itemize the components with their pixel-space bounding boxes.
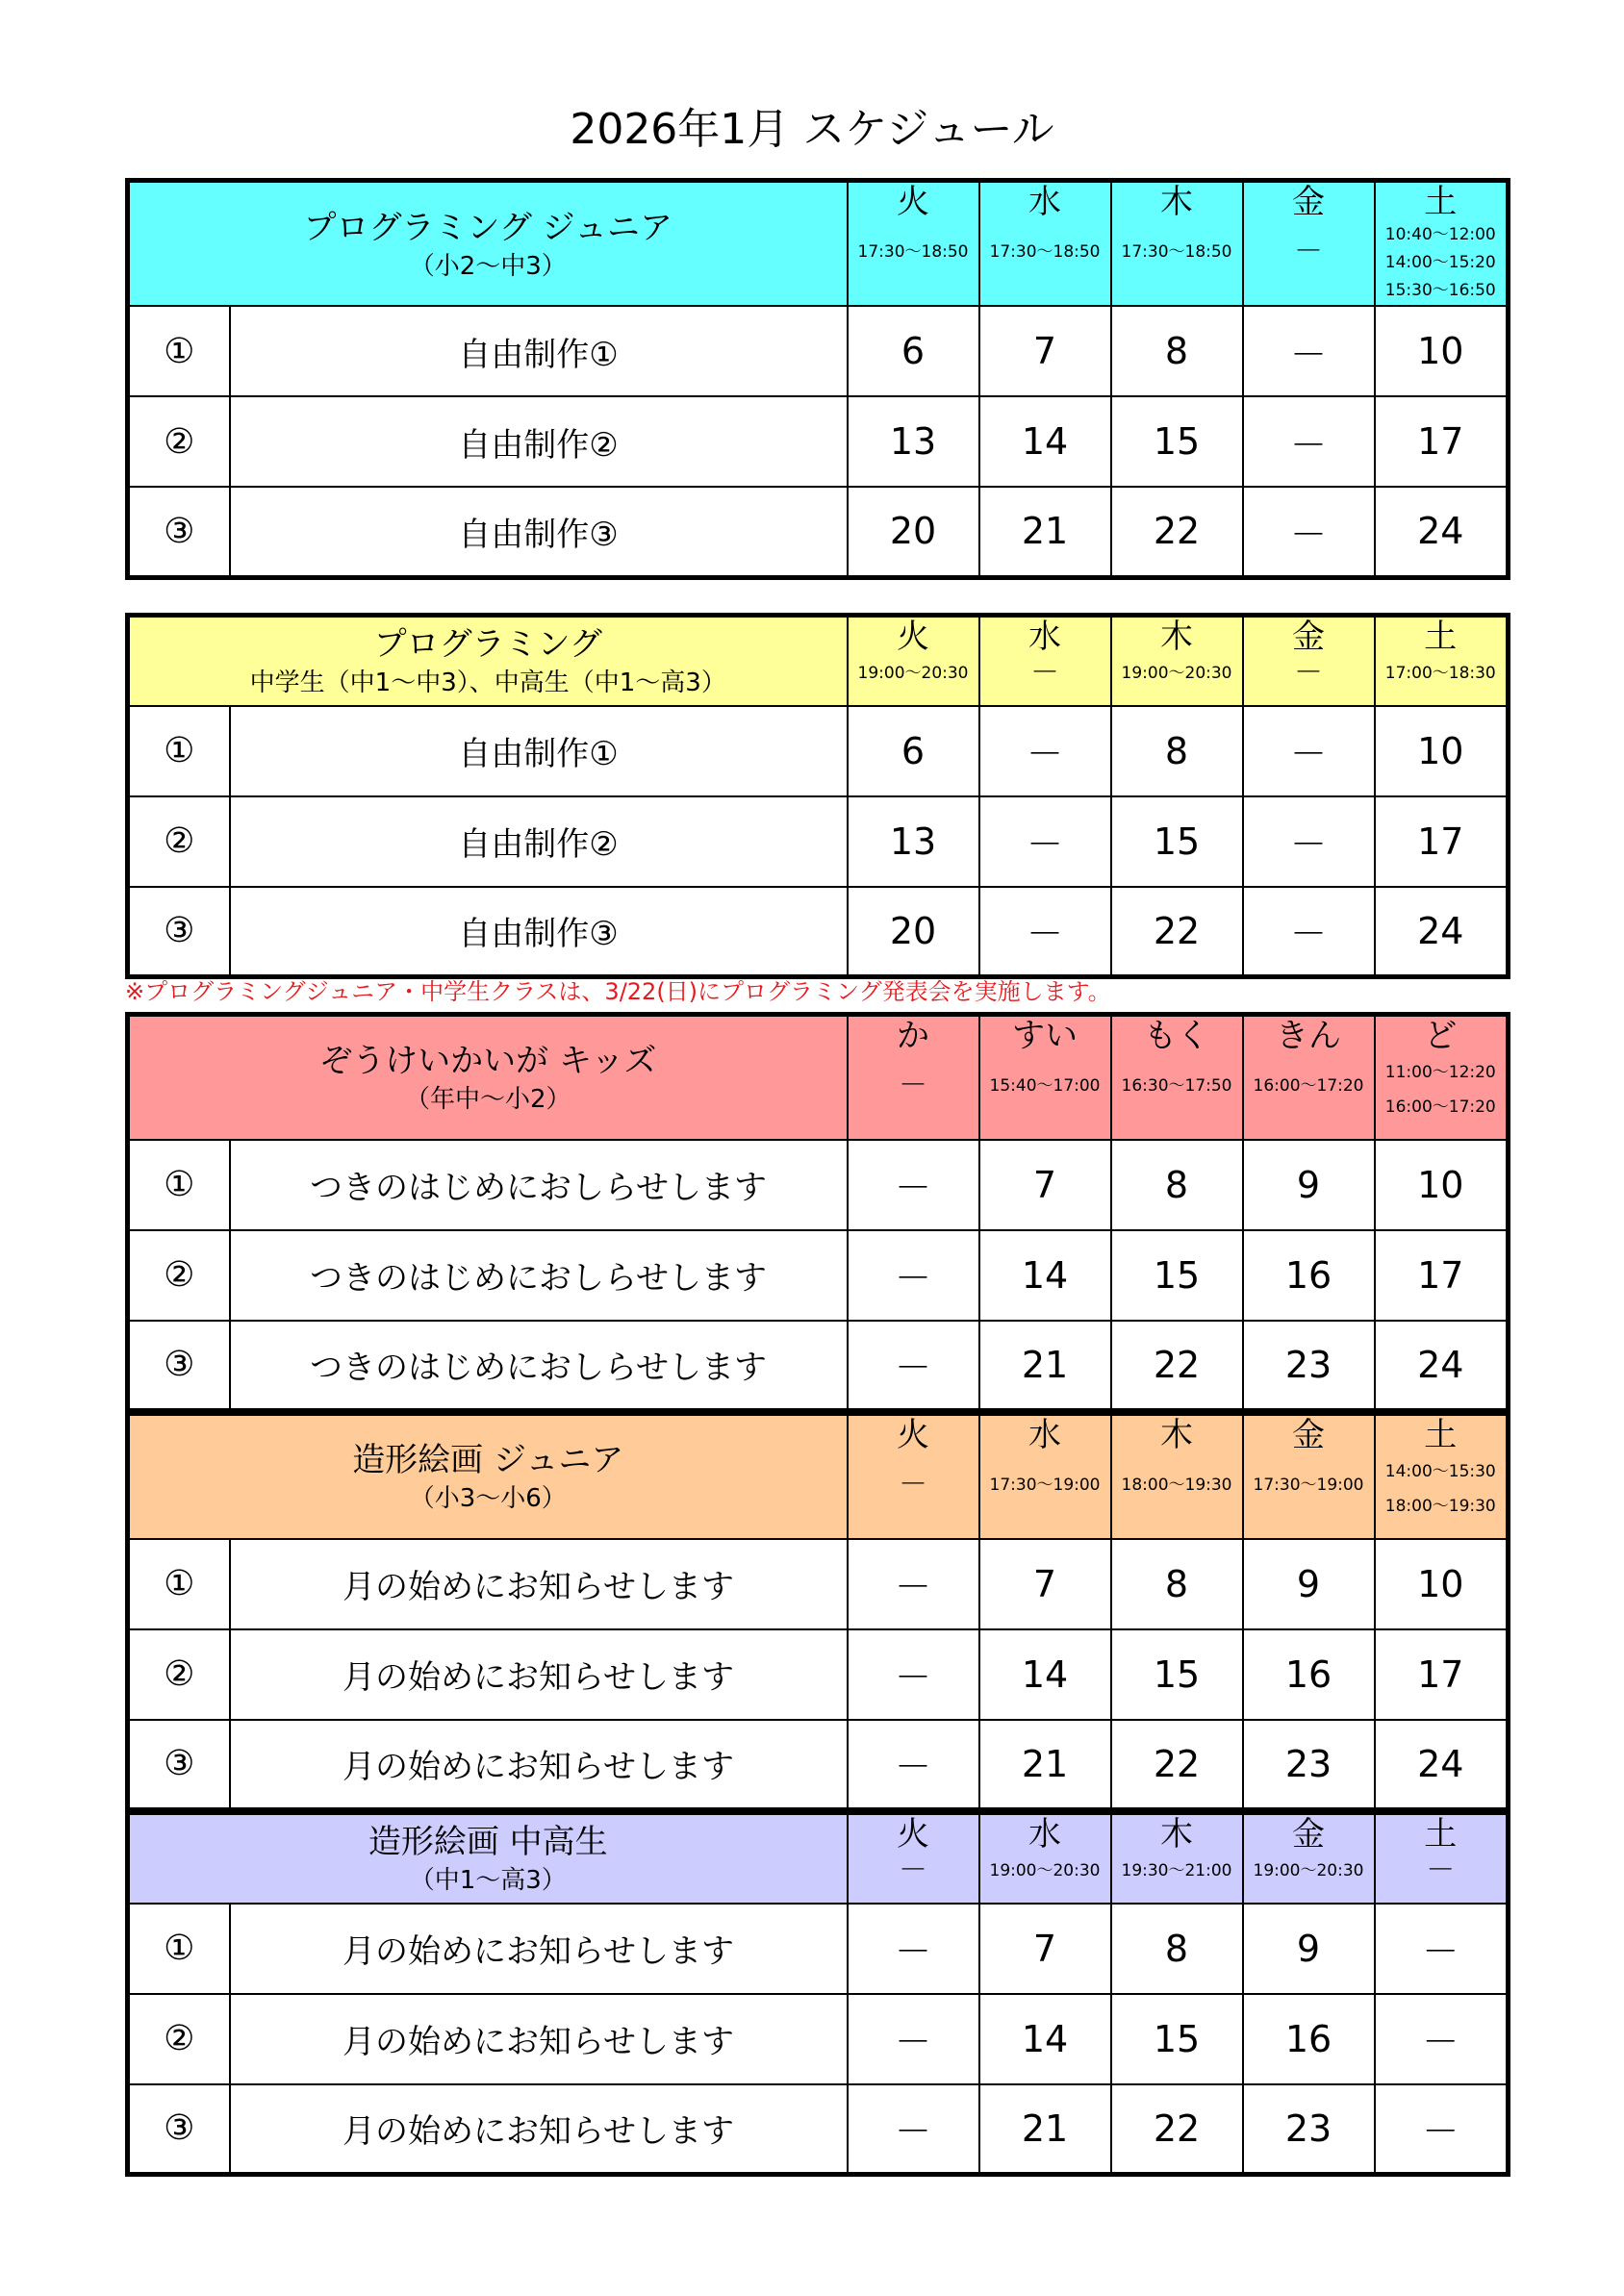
course-name: 月の始めにお知らせします	[230, 1539, 848, 1629]
date-cell: 23	[1243, 2084, 1375, 2175]
section-header-row	[128, 1414, 1509, 1539]
table-row	[128, 1321, 1509, 1411]
date-cell: 20	[848, 887, 979, 977]
date-cell: －	[1243, 796, 1375, 887]
schedule-section-4	[125, 1411, 1510, 1812]
day-name: 水	[1028, 183, 1062, 221]
day-column-header	[1111, 1015, 1243, 1140]
day-column-header	[1375, 1015, 1509, 1140]
date-cell: 22	[1111, 1720, 1243, 1810]
date-cell: 9	[1243, 1539, 1375, 1629]
date-cell: 24	[1375, 1720, 1509, 1810]
date-cell: 7	[979, 306, 1111, 396]
day-column-header	[848, 181, 979, 307]
day-column-header	[1111, 616, 1243, 706]
date-cell: 20	[848, 487, 979, 577]
schedule-section-3	[125, 1012, 1510, 1413]
date-cell: 13	[848, 396, 979, 487]
day-column-header	[1111, 1414, 1243, 1539]
day-time: 17:30～18:50	[1121, 242, 1232, 262]
day-column-header	[1375, 181, 1509, 307]
date-cell: －	[848, 1230, 979, 1321]
table-row	[128, 2084, 1509, 2175]
date-cell: 8	[1111, 306, 1243, 396]
day-time: 19:00～20:30	[1253, 1861, 1364, 1880]
date-cell: 23	[1243, 1321, 1375, 1411]
day-time: －	[899, 1854, 927, 1887]
date-cell: 14	[979, 1994, 1111, 2084]
section-subtitle: （年中～小2）	[404, 1085, 571, 1115]
day-name: 水	[1028, 1416, 1062, 1454]
day-column-header	[1243, 1015, 1375, 1140]
date-cell: 6	[848, 706, 979, 796]
date-cell: 15	[1111, 1230, 1243, 1321]
section-title: プログラミング	[373, 625, 602, 665]
day-name: 金	[1292, 1416, 1326, 1454]
date-cell: 17	[1375, 1230, 1509, 1321]
day-time: 17:30～18:50	[857, 242, 969, 262]
course-name: 月の始めにお知らせします	[230, 1904, 848, 1994]
row-number: ③	[128, 887, 230, 977]
row-number: ①	[128, 706, 230, 796]
day-name: ど	[1424, 1017, 1458, 1055]
day-time: －	[899, 1069, 928, 1102]
day-time-slots: 14:00～15:30 18:00～19:30	[1384, 1462, 1496, 1516]
course-name: 自由制作①	[230, 306, 848, 396]
date-cell: －	[848, 1629, 979, 1720]
date-cell: －	[1243, 706, 1375, 796]
row-number: ①	[128, 1140, 230, 1230]
date-cell: 22	[1111, 487, 1243, 577]
day-column-header	[1111, 1813, 1243, 1904]
day-name: 火	[897, 1416, 930, 1454]
day-column-header	[979, 181, 1111, 307]
date-cell: 24	[1375, 1321, 1509, 1411]
day-name: 土	[1424, 183, 1458, 221]
day-name: 木	[1160, 618, 1194, 656]
day-column-header	[1243, 1414, 1375, 1539]
day-column-header	[979, 616, 1111, 706]
section-title-cell	[128, 1813, 848, 1904]
event-note: ※プログラミングジュニア・中学生クラスは、3/22(日)にプログラミング発表会を実施します。	[125, 978, 1111, 1005]
date-cell: －	[979, 796, 1111, 887]
date-cell: －	[848, 1321, 979, 1411]
day-name: 土	[1424, 618, 1458, 656]
section-header-row	[128, 181, 1509, 307]
row-number: ①	[128, 1904, 230, 1994]
date-cell: 17	[1375, 1629, 1509, 1720]
date-cell: 21	[979, 2084, 1111, 2175]
date-cell: －	[848, 1539, 979, 1629]
day-column-header	[979, 1813, 1111, 1904]
date-cell: 24	[1375, 887, 1509, 977]
table-row	[128, 1994, 1509, 2084]
date-cell: 10	[1375, 1539, 1509, 1629]
schedule-section-5	[125, 1810, 1510, 2177]
row-number: ①	[128, 306, 230, 396]
day-column-header	[848, 1015, 979, 1140]
section-header-row	[128, 616, 1509, 706]
day-time: 17:30～19:00	[989, 1476, 1101, 1495]
date-cell: －	[979, 706, 1111, 796]
date-cell: 8	[1111, 1140, 1243, 1230]
section-title: 造形絵画 ジュニア	[352, 1441, 624, 1480]
day-column-header	[848, 616, 979, 706]
date-cell: 8	[1111, 1904, 1243, 1994]
day-name: 金	[1292, 1815, 1325, 1854]
date-cell: 14	[979, 396, 1111, 487]
table-row	[128, 1539, 1509, 1629]
date-cell: －	[1375, 1994, 1509, 2084]
date-cell: 6	[848, 306, 979, 396]
table-row	[128, 887, 1509, 977]
day-column-header	[848, 1414, 979, 1539]
row-number: ②	[128, 396, 230, 487]
day-column-header	[1243, 616, 1375, 706]
day-name: 木	[1160, 1416, 1194, 1454]
day-name: すい	[1012, 1017, 1078, 1055]
date-cell: 10	[1375, 706, 1509, 796]
table-row	[128, 396, 1509, 487]
day-name: 木	[1160, 1815, 1193, 1854]
date-cell: －	[1243, 487, 1375, 577]
day-name: 金	[1292, 183, 1326, 221]
date-cell: 13	[848, 796, 979, 887]
date-cell: 7	[979, 1904, 1111, 1994]
day-column-header	[1375, 1813, 1509, 1904]
table-row	[128, 487, 1509, 577]
day-time: 17:00～18:30	[1384, 664, 1496, 683]
date-cell: －	[848, 1904, 979, 1994]
section-title: ぞうけいかいが キッズ	[319, 1042, 657, 1081]
table-row	[128, 1230, 1509, 1321]
day-time: 17:30～18:50	[989, 242, 1101, 262]
date-cell: 17	[1375, 796, 1509, 887]
date-cell: 9	[1243, 1140, 1375, 1230]
day-name: 土	[1424, 1416, 1458, 1454]
date-cell: 17	[1375, 396, 1509, 487]
row-number: ③	[128, 487, 230, 577]
day-name: 水	[1028, 618, 1062, 656]
date-cell: 21	[979, 1720, 1111, 1810]
day-column-header	[979, 1414, 1111, 1539]
table-row	[128, 1720, 1509, 1810]
row-number: ②	[128, 1230, 230, 1321]
row-number: ①	[128, 1539, 230, 1629]
day-name: 火	[897, 183, 930, 221]
section-title-cell	[128, 1015, 848, 1140]
course-name: つきのはじめにおしらせします	[230, 1321, 848, 1411]
day-name: きん	[1276, 1017, 1342, 1055]
date-cell: －	[1243, 396, 1375, 487]
date-cell: 14	[979, 1230, 1111, 1321]
section-header-row	[128, 1015, 1509, 1140]
course-name: つきのはじめにおしらせします	[230, 1140, 848, 1230]
date-cell: 14	[979, 1629, 1111, 1720]
date-cell: 8	[1111, 1539, 1243, 1629]
section-subtitle: （中1～高3）	[409, 1866, 567, 1896]
day-time: －	[1426, 1854, 1456, 1887]
day-column-header	[1375, 1414, 1509, 1539]
day-time: 18:00～19:30	[1121, 1476, 1232, 1495]
day-name: か	[897, 1017, 930, 1055]
day-column-header	[1243, 181, 1375, 307]
section-subtitle: 中学生（中1～中3）、中高生（中1～高3）	[249, 669, 726, 698]
table-row	[128, 1904, 1509, 1994]
course-name: 月の始めにお知らせします	[230, 1720, 848, 1810]
page-title: 2026年1月 スケジュール	[570, 105, 1054, 154]
date-cell: 21	[979, 487, 1111, 577]
day-name: 水	[1028, 1815, 1061, 1854]
row-number: ③	[128, 1321, 230, 1411]
section-title-cell	[128, 181, 848, 307]
day-time: 15:40～17:00	[989, 1076, 1101, 1096]
day-column-header	[979, 1015, 1111, 1140]
day-time: －	[1294, 656, 1324, 690]
day-time: 16:30～17:50	[1121, 1076, 1232, 1096]
date-cell: 22	[1111, 2084, 1243, 2175]
day-column-header	[1375, 616, 1509, 706]
date-cell: 16	[1243, 1230, 1375, 1321]
course-name: 自由制作③	[230, 487, 848, 577]
date-cell: 7	[979, 1140, 1111, 1230]
date-cell: －	[848, 1720, 979, 1810]
table-row	[128, 306, 1509, 396]
day-name: 土	[1424, 1815, 1458, 1854]
day-column-header	[1243, 1813, 1375, 1904]
date-cell: －	[848, 1140, 979, 1230]
day-time: 16:00～17:20	[1253, 1076, 1364, 1096]
day-name: もく	[1144, 1017, 1210, 1055]
date-cell: 23	[1243, 1720, 1375, 1810]
section-subtitle: （小2～中3）	[409, 251, 567, 281]
date-cell: 15	[1111, 1994, 1243, 2084]
date-cell: 24	[1375, 487, 1509, 577]
course-name: 自由制作②	[230, 796, 848, 887]
date-cell: 16	[1243, 1994, 1375, 2084]
day-time: 19:30～21:00	[1121, 1861, 1232, 1880]
course-name: 月の始めにお知らせします	[230, 2084, 848, 2175]
course-name: 月の始めにお知らせします	[230, 1629, 848, 1720]
day-name: 金	[1292, 618, 1326, 656]
course-name: つきのはじめにおしらせします	[230, 1230, 848, 1321]
day-time: －	[899, 1468, 928, 1501]
day-name: 火	[897, 1815, 929, 1854]
date-cell: 15	[1111, 396, 1243, 487]
section-title-cell	[128, 616, 848, 706]
day-time: －	[1294, 235, 1324, 268]
day-name: 木	[1160, 183, 1194, 221]
section-subtitle: （小3～小6）	[409, 1484, 567, 1514]
date-cell: 22	[1111, 887, 1243, 977]
day-time: 17:30～19:00	[1253, 1476, 1364, 1495]
course-name: 自由制作①	[230, 706, 848, 796]
table-row	[128, 1629, 1509, 1720]
date-cell: 8	[1111, 706, 1243, 796]
section-title: プログラミング ジュニア	[303, 208, 672, 247]
day-column-header	[848, 1813, 979, 1904]
date-cell: 16	[1243, 1629, 1375, 1720]
section-title-cell	[128, 1414, 848, 1539]
row-number: ②	[128, 1629, 230, 1720]
day-time: 19:00～20:30	[1121, 664, 1232, 683]
date-cell: －	[1243, 887, 1375, 977]
date-cell: 22	[1111, 1321, 1243, 1411]
section-header-row	[128, 1813, 1509, 1904]
date-cell: 15	[1111, 796, 1243, 887]
course-name: 自由制作③	[230, 887, 848, 977]
date-cell: －	[848, 1994, 979, 2084]
row-number: ②	[128, 796, 230, 887]
day-time: 19:00～20:30	[989, 1861, 1101, 1880]
date-cell: －	[1375, 1904, 1509, 1994]
day-time-slots: 11:00～12:20 16:00～17:20	[1384, 1063, 1496, 1117]
day-name: 火	[897, 618, 930, 656]
date-cell: 21	[979, 1321, 1111, 1411]
row-number: ②	[128, 1994, 230, 2084]
section-title: 造形絵画 中高生	[368, 1823, 608, 1862]
day-time: 19:00～20:30	[857, 664, 969, 683]
day-time-slots: 10:40～12:00 14:00～15:20 15:30～16:50	[1384, 225, 1496, 300]
course-name: 月の始めにお知らせします	[230, 1994, 848, 2084]
date-cell: 7	[979, 1539, 1111, 1629]
course-name: 自由制作②	[230, 396, 848, 487]
schedule-section-1	[125, 178, 1510, 580]
date-cell: 15	[1111, 1629, 1243, 1720]
row-number: ③	[128, 1720, 230, 1810]
table-row	[128, 1140, 1509, 1230]
day-time: －	[1030, 656, 1060, 690]
date-cell: 10	[1375, 1140, 1509, 1230]
table-row	[128, 796, 1509, 887]
date-cell: 9	[1243, 1904, 1375, 1994]
date-cell: 10	[1375, 306, 1509, 396]
date-cell: －	[848, 2084, 979, 2175]
date-cell: －	[1375, 2084, 1509, 2175]
date-cell: －	[1243, 306, 1375, 396]
date-cell: －	[979, 887, 1111, 977]
day-column-header	[1111, 181, 1243, 307]
row-number: ③	[128, 2084, 230, 2175]
schedule-section-2	[125, 613, 1510, 979]
table-row	[128, 706, 1509, 796]
